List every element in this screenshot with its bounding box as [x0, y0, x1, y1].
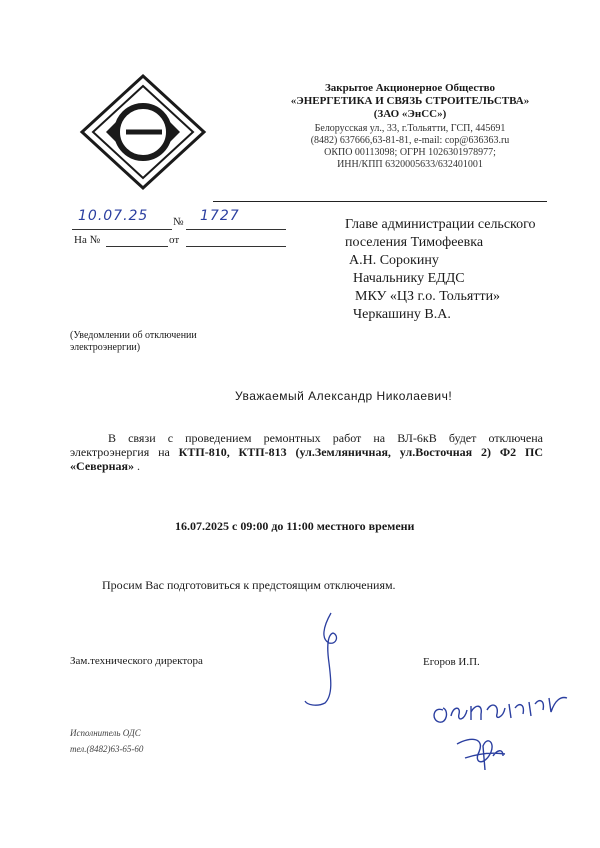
- addressee-block: [345, 216, 575, 324]
- body-text-locations: КТП-810, КТП-813 (ул.Земляничная, ул.Восточная 2) Ф2 ПС «Северная»: [70, 445, 543, 473]
- reference-date-underline: [186, 246, 286, 247]
- company-details: [240, 123, 580, 171]
- addressee-line: Главе администрации сельского: [345, 217, 536, 232]
- outgoing-date: 10.07.25: [78, 208, 149, 224]
- letter-body: [70, 431, 543, 473]
- reference-number-underline: [106, 246, 168, 247]
- company-name: [240, 82, 580, 121]
- company-okpo: ОКПО 00113098; ОГРН 1026301978977;: [324, 147, 496, 158]
- outgoing-number-underline: [186, 229, 286, 230]
- executor-label: Исполнитель ОДС: [70, 728, 141, 738]
- reference-date-label: от: [169, 234, 180, 246]
- company-type: Закрытое Акционерное Общество: [324, 82, 496, 94]
- company-short-name: (ЗАО «ЭнСС»): [373, 108, 447, 120]
- request-text: Просим Вас подготовиться к предстоящим отключениям.: [102, 578, 396, 592]
- subject-note-line: электроэнергии): [70, 342, 141, 353]
- acknowledgement-handwriting: [425, 680, 585, 780]
- header-divider: [213, 201, 547, 202]
- executor-phone: тел.(8482)63-65-60: [70, 744, 144, 754]
- signatory-name: Егоров И.П.: [423, 656, 480, 668]
- handwritten-signature: [285, 605, 365, 710]
- addressee-line: поселения Тимофеевка: [345, 235, 484, 250]
- addressee-line: Начальнику ЕДДС: [353, 271, 465, 286]
- addressee-line: А.Н. Сорокину: [349, 253, 439, 268]
- addressee-line: МКУ «ЦЗ г.о. Тольятти»: [355, 289, 501, 304]
- outgoing-number: 1727: [200, 208, 240, 224]
- reference-number-label: На №: [74, 234, 101, 246]
- body-text-end: .: [134, 459, 141, 473]
- outage-schedule: 16.07.2025 с 09:00 до 11:00 местного времени: [175, 519, 415, 533]
- subject-note-line: (Уведомлении об отключении: [70, 330, 197, 341]
- body-text-intro: В связи с проведением ремонтных работ на ВЛ-6кВ будет отключена электроэнергия на: [70, 431, 543, 459]
- company-logo: [78, 72, 208, 192]
- subject-note: [70, 330, 197, 354]
- company-address: Белорусская ул., 33, г.Тольятти, ГСП, 445691: [314, 123, 506, 134]
- outgoing-date-underline: [72, 229, 172, 230]
- greeting: Уважаемый Александр Николаевич!: [235, 389, 453, 403]
- addressee-line: Черкашину В.А.: [353, 307, 451, 322]
- signatory-title: Зам.технического директора: [70, 655, 203, 667]
- company-contacts: (8482) 637666,63-81-81, e-mail: cop@636363.ru: [310, 135, 510, 146]
- executor-info: [70, 725, 143, 757]
- company-title: «ЭНЕРГЕТИКА И СВЯЗЬ СТРОИТЕЛЬСТВА»: [290, 95, 530, 107]
- company-inn: ИНН/КПП 6320005633/632401001: [337, 159, 483, 170]
- outgoing-number-label: №: [173, 216, 184, 228]
